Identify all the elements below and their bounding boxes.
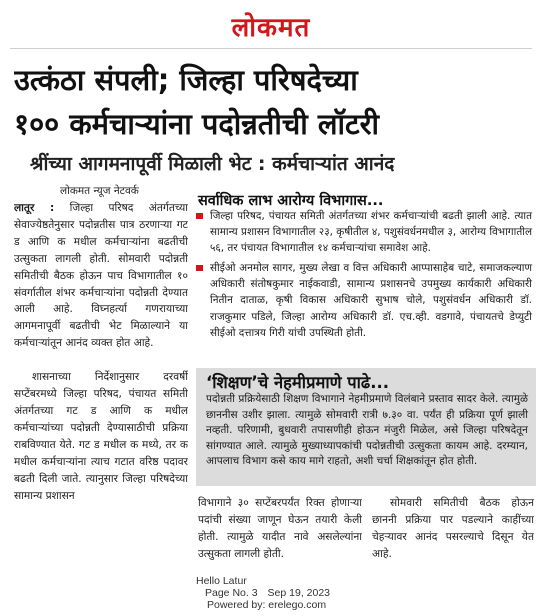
top-divider: [10, 48, 532, 49]
bullet-item: [196, 208, 532, 256]
footer-page-number: Page No. 3: [205, 587, 258, 599]
box-heading: सर्वाधिक लाभ आरोग्य विभागास...: [198, 193, 384, 209]
dateline-place: लातूर :: [14, 202, 55, 214]
bullet-text-1: जिल्हा परिषद, पंचायत समिती अंतर्गतच्या शंभर कर्मचाऱ्यांची बढती झाली आहे. त्यात सामान्य प्रशासन विभागातील २३, कृषीतील ४, पशुसंवर्धनमधील ३, आरोग्य विभागातील ५६, तर पंचायत विभागातील १४ कर्मचाऱ्यांचा समावेश आहे.: [210, 210, 532, 255]
bullet-square-icon: [196, 265, 203, 271]
article-paragraph-2: शासनाच्या निर्देशानुसार दरवर्षी सप्टेंबरमध्ये जिल्हा परिषद, पंचायत समिती अंतर्गतच्या गट ड आणि क मधील कर्मचाऱ्यांच्या पदोन्नती देण्यासाठीची प्रक्रिया राबविण्यात येते. गट ड मधील क मध्ये, तर क मधील कर्मचाऱ्यांना त्याच गटात वरिष्ठ पदावर बढती दिली जाते. त्यानुसार जिल्हा परिषदेच्या सामान्य प्रशासन: [14, 371, 188, 502]
newspaper-logo: लोकमत: [231, 13, 311, 43]
left-article-column: [14, 200, 188, 595]
byline: लोकमत न्यूज नेटवर्क: [60, 185, 139, 197]
shaded-box-heading: ‘शिक्षण’चे नेहमीप्रमाणे पाढे...: [206, 373, 390, 392]
bullet-item: [196, 260, 532, 340]
bullet-square-icon: [196, 213, 203, 219]
bullet-list: [196, 208, 532, 345]
masthead: [0, 8, 542, 44]
footer-page-info: [196, 587, 340, 599]
right-article-column: [372, 495, 534, 567]
middle-column-text: विभागाने ३० सप्टेंबरपर्यंत रिक्त होणाऱ्या पदांची संख्या जाणून घेऊन तयारी केली होती. त्यामुळे यादीत नावे असलेल्यांना उत्सुकता लागली होती.: [198, 497, 362, 560]
headline-line-1: उत्कंठा संपली; जिल्हा परिषदेच्या: [14, 63, 358, 97]
right-column-text: सोमवारी समितीची बैठक होऊन छाननी प्रक्रिया पार पडल्याने काहींच्या चेहऱ्यावर आनंद पसरल्याचे दिसून येत आहे.: [372, 497, 534, 560]
footer-date: Sep 19, 2023: [267, 587, 331, 599]
page-footer: [196, 575, 340, 611]
footer-publication: Hello Latur: [196, 575, 247, 587]
headline-line-2: १०० कर्मचाऱ्यांना पदोन्नतीची लॉटरी: [14, 107, 380, 141]
footer-powered-by: Powered by: erelego.com: [207, 599, 327, 611]
shaded-box-text: पदोन्नती प्रक्रियेसाठी शिक्षण विभागाने नेहमीप्रमाणे विलंबाने प्रस्ताव सादर केले. त्यामुळे छाननीस उशीर झाला. त्यामुळे सोमवारी रात्री ७.३० वा. पर्यंत ही प्रक्रिया पूर्ण झाली नव्हती. परिणामी, बुधवारी तपासणीही होऊन मंजुरी मिळेल, असे जिल्हा परिषदेतून सांगण्यात आले. त्यामुळे मुख्याध्यापकांची पदोन्नतीची उत्सुकता कायम आहे. दरम्यान, आपलाच विभाग कसे काय मागे राहतो, अशी चर्चा शिक्षकांतून होत होती.: [206, 393, 528, 468]
subheadline: श्रींच्या आगमनापूर्वी मिळाली भेट : कर्मचाऱ्यांत आनंद: [30, 153, 395, 175]
bullet-text-2: सीईओ अनमोल सागर, मुख्य लेखा व वित्त अधिकारी आप्पासाहेब चाटे, समाजकल्याण अधिकारी संतोषकुमार नाईकवाडी, सामान्य प्रशासनचे उपमुख्य कार्यकारी अधिकारी नितीन दाताळ, कृषी विकास अधिकारी सुभाष चोले, पशुसंवर्धन अधिकारी डॉ. राजकुमार पडिले, जिल्हा आरोग्य अधिकारी डॉ. एच.व्ही. वडगावे, पंचायतचे डेप्युटी सीईओ दत्तात्रय गिरी यांची उपस्थिती होती.: [210, 262, 532, 339]
article-paragraph-1: जिल्हा परिषद अंतर्गतच्या सेवाज्येष्ठतेनुसार पदोन्नतीस पात्र ठरणाऱ्या गट ड आणि क मधील कर्मचाऱ्यांना बढतीची उत्सुकता लागली होती. सोमवारी पदोन्नती समितीची बैठक होऊन पाच विभागातील १० संवर्गातील शंभर कर्मचाऱ्यांना पदोन्नती देण्यात आली आहे. विघ्नहर्त्या गणरायाच्या आगमनापूर्वी बढतीची भेट मिळाल्याने या कर्मचाऱ्यांतून आनंद व्यक्त होत आहे.: [14, 202, 188, 350]
middle-article-column: [198, 495, 362, 567]
